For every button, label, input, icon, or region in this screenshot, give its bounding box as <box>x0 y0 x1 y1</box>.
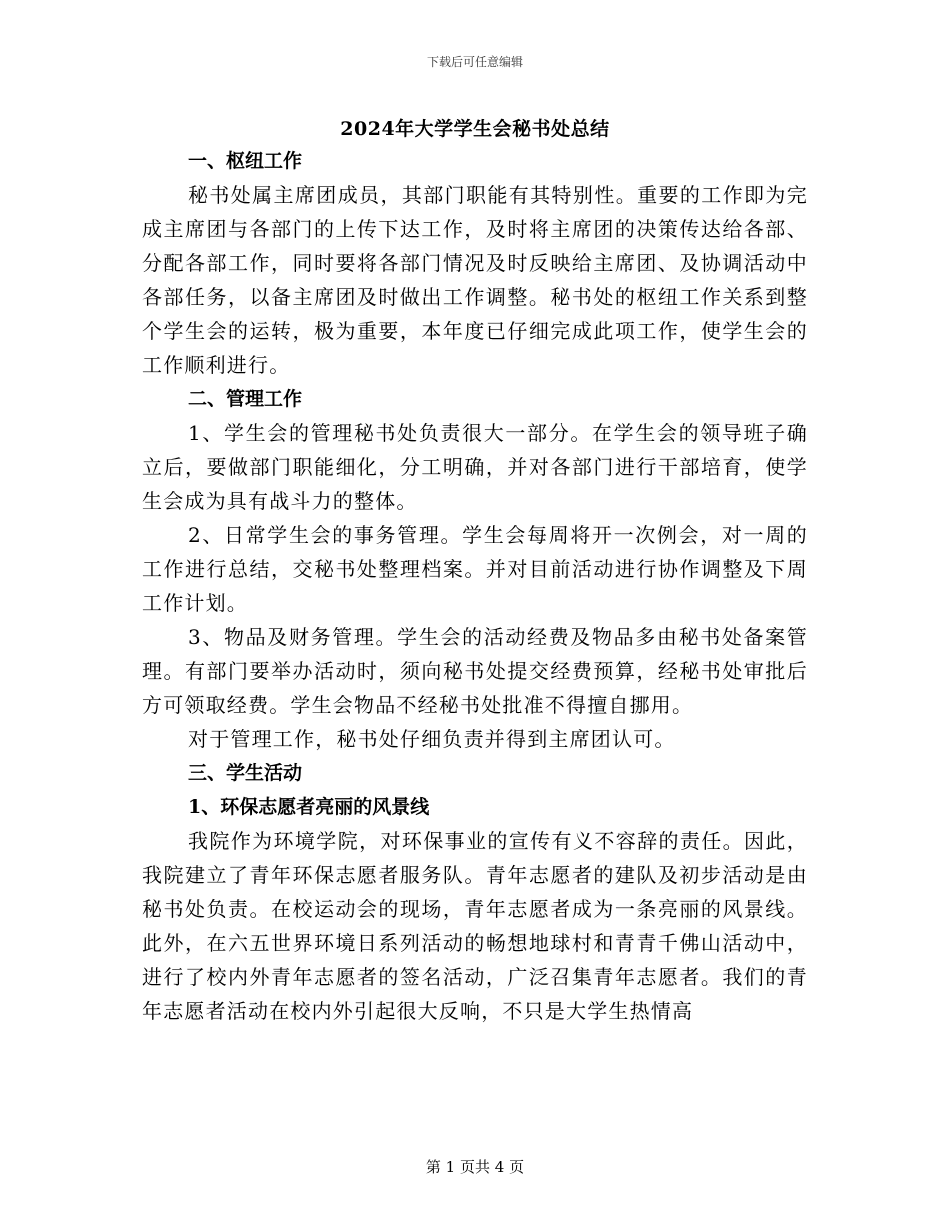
paragraph-eco-volunteers: 我院作为环境学院，对环保事业的宣传有义不容辞的责任。因此，我院建立了青年环保志愿者服务队。青年志愿者的建队及初步活动是由秘书处负责。在校运动会的现场，青年志愿者成为一条亮丽的风景线。此外，在六五世界环境日系列活动的畅想地球村和青青千佛山活动中，进行了校内外青年志愿者的签名活动，广泛召集青年志愿者。我们的青年志愿者活动在校内外引起很大反响，不只是大学生热情高 <box>142 829 808 1023</box>
paragraph-management-1: 1、学生会的管理秘书处负责很大一部分。在学生会的领导班子确立后，要做部门职能细化，分工明确，并对各部门进行干部培育，使学生会成为具有战斗力的整体。 <box>142 421 808 513</box>
section-heading-hub-work: 一、枢纽工作 <box>188 150 303 172</box>
paragraph-hub-work: 秘书处属主席团成员，其部门职能有其特别性。重要的工作即为完成主席团与各部门的上传下达工作，及时将主席团的决策传达给各部、分配各部工作，同时要将各部门情况及时反映给主席团、及协调活动中各部任务，以备主席团及时做出工作调整。秘书处的枢纽工作关系到整个学生会的运转，极为重要，本年度已仔细完成此项工作，使学生会的工作顺利进行。 <box>142 183 808 377</box>
section-heading-student-activities: 三、学生活动 <box>188 762 303 784</box>
subsection-heading-eco-volunteers: 1、环保志愿者亮丽的风景线 <box>188 796 430 818</box>
paragraph-management-4: 对于管理工作，秘书处仔细负责并得到主席团认可。 <box>188 727 676 751</box>
document-body <box>142 144 808 1028</box>
header-note: 下载后可任意编辑 <box>426 55 523 69</box>
page-footer: 第 1 页共 4 页 <box>425 1158 525 1176</box>
section-heading-management: 二、管理工作 <box>188 388 303 410</box>
document-title: 2024年大学学生会秘书处总结 <box>340 118 610 140</box>
paragraph-management-3: 3、物品及财务管理。学生会的活动经费及物品多由秘书处备案管理。有部门要举办活动时，须向秘书处提交经费预算，经秘书处审批后方可领取经费。学生会物品不经秘书处批准不得擅自挪用。 <box>142 625 808 717</box>
paragraph-management-2: 2、日常学生会的事务管理。学生会每周将开一次例会，对一周的工作进行总结，交秘书处整理档案。并对目前活动进行协作调整及下周工作计划。 <box>142 523 808 615</box>
